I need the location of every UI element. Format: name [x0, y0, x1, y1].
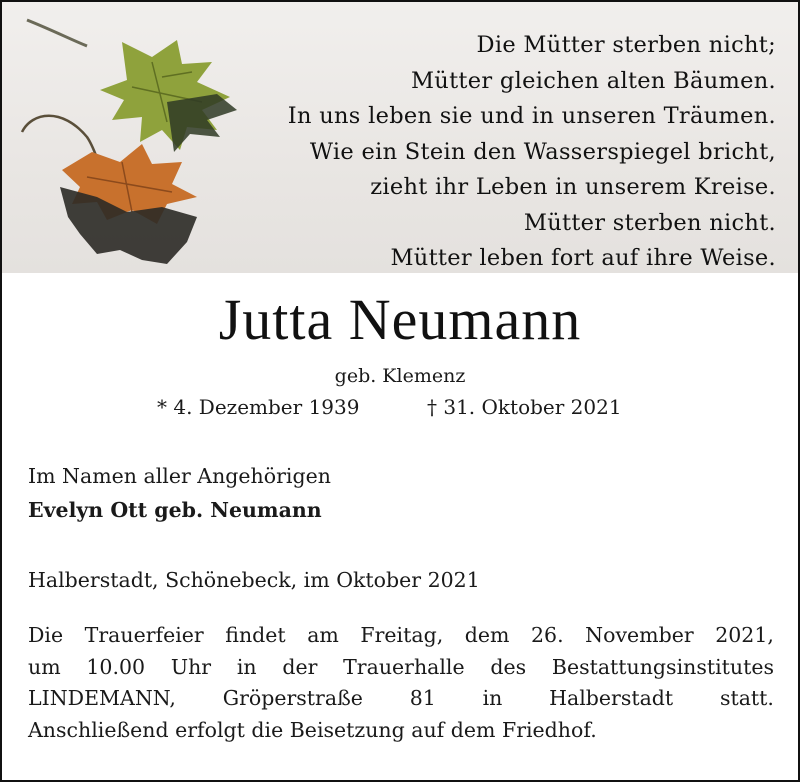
- word: 81: [409, 686, 436, 710]
- poem-line: zieht ihr Leben in unserem Kreise.: [370, 174, 776, 200]
- word: in: [236, 654, 257, 679]
- poem-line: Mütter sterben nicht.: [523, 209, 776, 236]
- green-leaf-shape: [100, 40, 237, 152]
- family-intro: Im Namen aller Angehörigen: [28, 464, 331, 488]
- ceremony-line-1: [28, 620, 774, 652]
- poem-line: Die Mütter sterben nicht;: [476, 32, 776, 58]
- ceremony-notice: [28, 620, 774, 746]
- word: Halberstadt: [549, 686, 674, 710]
- twig-shape: [27, 20, 87, 46]
- poem-header: [2, 2, 798, 273]
- deceased-name: Jutta Neumann: [218, 287, 582, 352]
- ceremony-line-3: [28, 683, 774, 715]
- word: findet: [225, 623, 286, 647]
- birth-date: * 4. Dezember 1939: [157, 395, 360, 419]
- word: Uhr: [170, 654, 212, 679]
- word: Die: [28, 623, 64, 647]
- birth-name: geb. Klemenz: [334, 365, 466, 387]
- word: um: [28, 654, 61, 679]
- poem-line: Wie ein Stein den Wasserspiegel bricht,: [309, 138, 776, 165]
- word: 10.00: [86, 654, 146, 679]
- family-signer: Evelyn Ott geb. Neumann: [28, 498, 322, 522]
- word: 26.: [531, 623, 564, 647]
- ceremony-line-4: Anschließend erfolgt die Beisetzung auf dem Friedhof.: [28, 717, 597, 742]
- word: November: [585, 623, 694, 647]
- word: Trauerfeier: [84, 623, 204, 647]
- word: des: [490, 654, 527, 679]
- word: LINDEMANN,: [28, 686, 176, 710]
- poem-line: In uns leben sie und in unseren Träumen.: [287, 103, 776, 129]
- poem-line: Mütter leben fort auf ihre Weise.: [390, 245, 776, 271]
- word: statt.: [719, 686, 774, 710]
- word: Bestattungsinstitutes: [551, 654, 774, 679]
- autumn-leaves-image: [2, 2, 302, 273]
- poem-line: Mütter gleichen alten Bäumen.: [410, 67, 776, 94]
- word: dem: [464, 623, 510, 647]
- word: Gröperstraße: [222, 686, 363, 710]
- word: der: [282, 654, 318, 679]
- word: Freitag,: [360, 623, 444, 647]
- death-date: † 31. Oktober 2021: [427, 395, 622, 419]
- word: Trauerhalle: [343, 654, 465, 679]
- poem: [288, 28, 776, 277]
- word: 2021,: [715, 623, 774, 647]
- place-date: Halberstadt, Schönebeck, im Oktober 2021: [28, 568, 480, 592]
- word: am: [307, 623, 339, 647]
- word: in: [482, 686, 503, 710]
- ceremony-line-2: [28, 652, 774, 684]
